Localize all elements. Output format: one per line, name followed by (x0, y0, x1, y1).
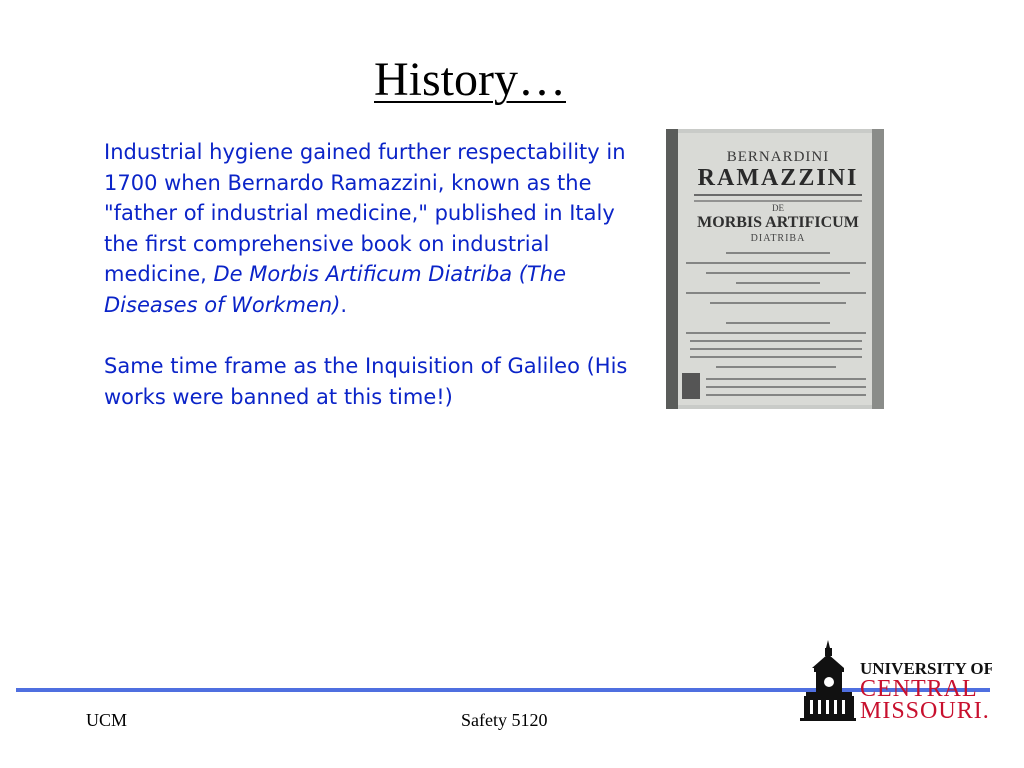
paragraph-ramazzini-end: . (340, 292, 348, 317)
slide-body (104, 137, 629, 443)
book-line-2: RAMAZZINI (697, 165, 859, 191)
book-title-page-image (666, 129, 884, 409)
slide-title (0, 52, 940, 107)
footer-org: UCM (86, 710, 128, 730)
slide-title-text: History… (374, 53, 566, 106)
footer-course: Safety 5120 (461, 710, 548, 730)
book-line-5: DIATRIBA (750, 233, 806, 244)
book-title-italic: De Morbis Artificum Diatriba (The Diseases of Workmen) (104, 262, 566, 317)
book-line-3: DE (772, 203, 784, 213)
paragraph-ramazzini-text: Industrial hygiene gained further respectability in 1700 when Bernardo Ramazzini, known as the "father of industrial medicine," published in Italy the first comprehensive book on industrial medicine, (104, 140, 626, 287)
university-logo (800, 638, 992, 722)
logo-line-3: MISSOURI. (860, 698, 990, 722)
logo-line-1: UNIVERSITY OF (860, 659, 992, 678)
logo-line-2: CENTRAL (860, 676, 978, 702)
book-line-1: BERNARDINI (726, 149, 830, 165)
paragraph-galileo: Same time frame as the Inquisition of Galileo (His works were banned at this time!) (104, 354, 628, 409)
book-line-4: MORBIS ARTIFICUM (697, 214, 859, 231)
paragraph-ramazzini (104, 137, 629, 321)
